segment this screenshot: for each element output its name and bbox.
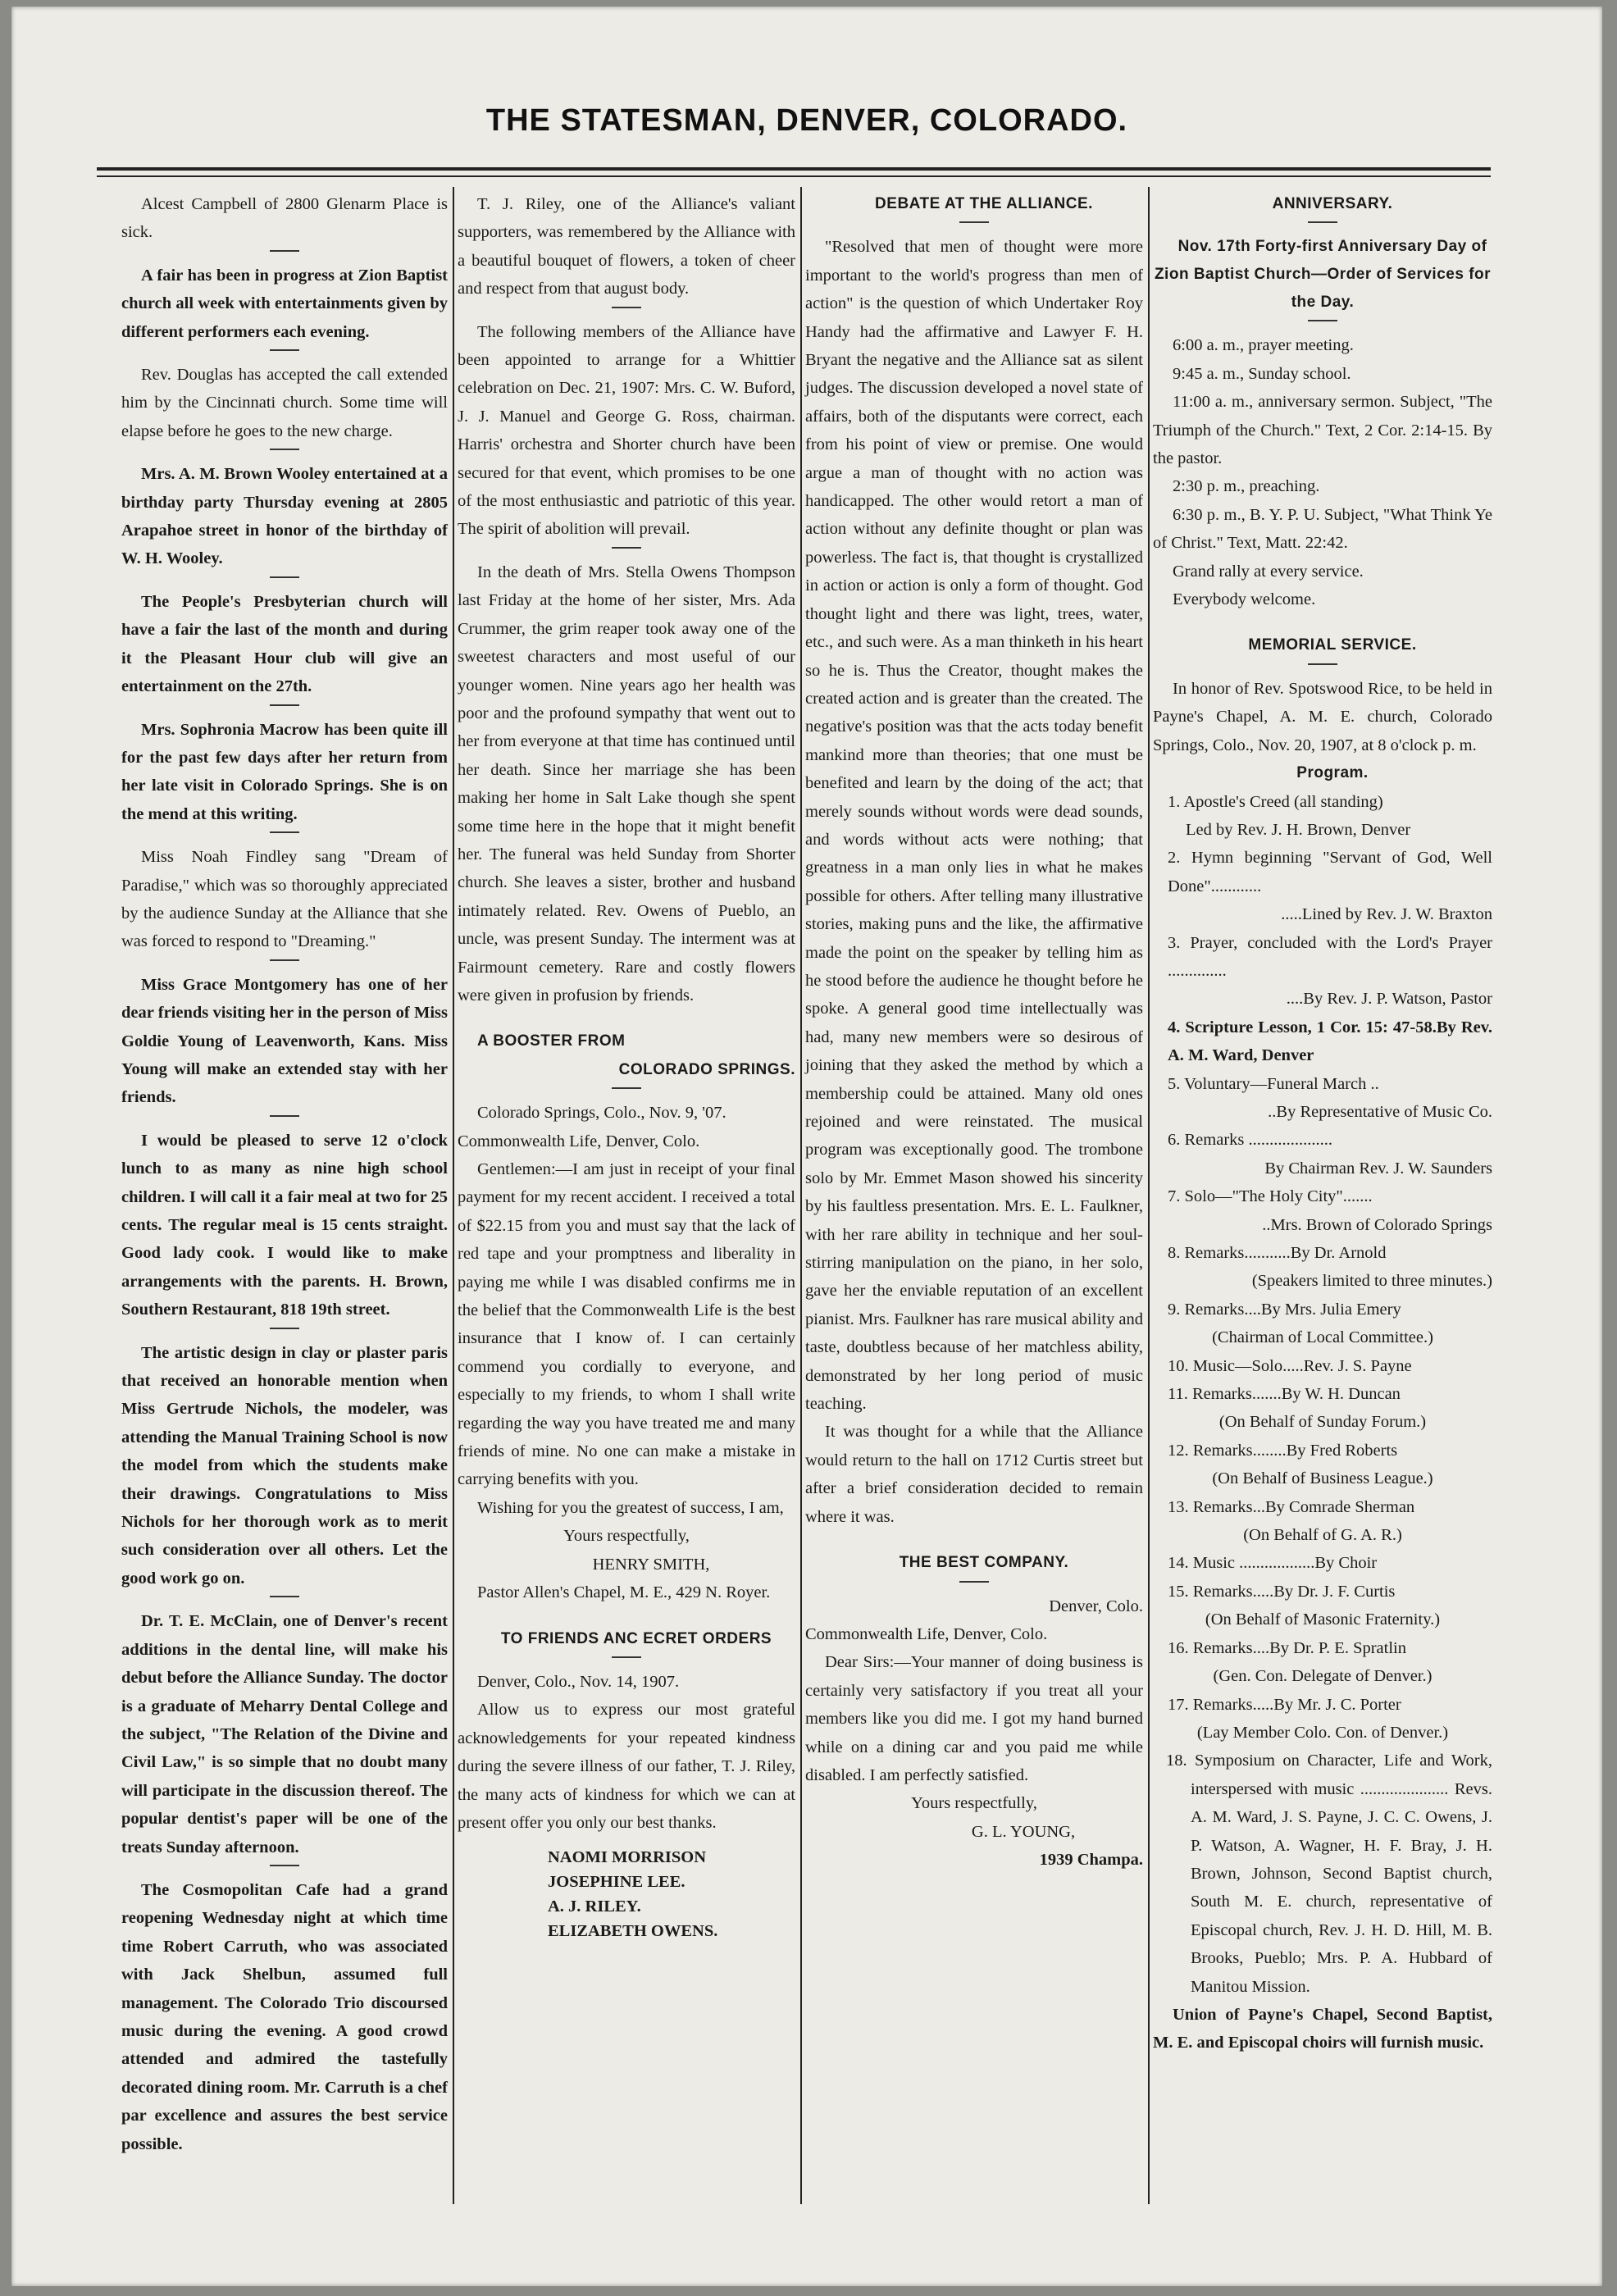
anniversary-heading: ANNIVERSARY.	[1272, 195, 1393, 212]
program-line: Led by Rev. J. H. Brown, Denver	[1186, 820, 1411, 839]
booster-heading-line1: A BOOSTER FROM	[477, 1032, 626, 1050]
separator	[612, 1087, 641, 1089]
program-heading: Program.	[1296, 764, 1369, 782]
debate-heading: DEBATE AT THE ALLIANCE.	[875, 195, 1093, 212]
separator	[270, 704, 299, 706]
separator	[270, 449, 299, 450]
anniversary-subheading: Nov. 17th Forty-first Anniversary Day of Zion Baptist Church—Order of Services for the Day.	[1154, 238, 1492, 312]
program-item: 10. Music—Solo.....Rev. J. S. Payne	[1168, 1356, 1412, 1375]
masthead: THE STATESMAN, DENVER, COLORADO.	[485, 103, 1128, 138]
program-list	[1153, 788, 1492, 2001]
column-rule-1	[453, 187, 454, 2204]
separator	[270, 349, 299, 351]
program-item: 2. Hymn beginning "Servant of God, Well Done"............	[1168, 849, 1492, 895]
separator	[612, 547, 641, 549]
news-item: Miss Grace Montgomery has one of her dear friends visiting her in the person of Miss Goldie Young of Leavenworth, Kans. Miss Young will make an extended stay with her friends.	[121, 975, 448, 1107]
program-line: ....By Rev. J. P. Watson, Pastor	[1286, 990, 1492, 1009]
program-item: 11. Remarks.......By W. H. Duncan	[1168, 1385, 1401, 1404]
booster-signature: HENRY SMITH,	[592, 1555, 710, 1574]
program-item: 5. Voluntary—Funeral March ..	[1168, 1074, 1379, 1093]
anniversary-item: Everybody welcome.	[1173, 590, 1316, 609]
program-item: 3. Prayer, concluded with the Lord's Prayer ..............	[1168, 933, 1492, 980]
program-item: 4. Scripture Lesson, 1 Cor. 15: 47-58.By Rev. A. M. Ward, Denver	[1168, 1018, 1492, 1065]
closing-note: Union of Payne's Chapel, Second Baptist, M. E. and Episcopal choirs will furnish music.	[1153, 2005, 1492, 2052]
news-item: The People's Presbyterian church will have a fair the last of the month and during it the Pleasant Hour club will give an entertainment on the 27th.	[121, 592, 448, 696]
separator	[270, 250, 299, 252]
program-item: 1. Apostle's Creed (all standing)	[1168, 792, 1383, 811]
news-item: In the death of Mrs. Stella Owens Thompson last Friday at the home of her sister, Mrs. Ada Crummer, the grim reaper took away one of the sweetest characters and most useful of our younger women. Nine years ago her health was poor and the profound sympathy that went out to her from everyone at that time has continued until her death. Since her marriage she has been making her home in Salt Lake though she spent some time here in the hope that it might benefit her. The funeral was held Sunday from Shorter church. She leaves a sister, brother and husband intimately related. Rev. Owens of Pueblo, an uncle, was present Sunday. The interment was at Fairmount cemetery. Rare and costly flowers were given in profusion by friends.	[458, 563, 795, 1004]
column-4	[1153, 190, 1492, 2057]
news-item: The Cosmopolitan Cafe had a grand reopening Wednesday night at which time time Robert Carruth, who was associated with Jack Shelbun, assumed full management. The Colorado Trio discoursed music during the evening. A good crowd attended and admired the tastefully decorated dining room. Mr. Carruth is a chef par excellence and assures the best service possible.	[121, 1880, 448, 2153]
column-rule-3	[1148, 187, 1150, 2204]
friends-heading: TO FRIENDS ANC ECRET ORDERS	[500, 1629, 772, 1647]
newspaper-page	[11, 7, 1602, 2286]
news-item: The following members of the Alliance have been appointed to arrange for a Whittier celebration on Dec. 21, 1907: Mrs. C. W. Buford, J. J. Manuel and George G. Ross, chairman. Harris' orchestra and Shorter church have been secured for that event, which promises to be one of the most enthusiastic and patriotic of this year. The spirit of abolition will prevail.	[458, 322, 795, 539]
memorial-body: In honor of Rev. Spotswood Rice, to be held in Payne's Chapel, A. M. E. church, Colorado Springs, Colo., Nov. 20, 1907, at 8 o'clock p. m.	[1153, 679, 1492, 754]
booster-address: Commonwealth Life, Denver, Colo.	[458, 1132, 700, 1150]
program-item: 6. Remarks ....................	[1168, 1131, 1332, 1150]
program-line: (On Behalf of Business League.)	[1212, 1469, 1433, 1488]
friends-signature: JOSEPHINE LEE.	[548, 1873, 686, 1892]
news-item: T. J. Riley, one of the Alliance's valiant supporters, was remembered by the Alliance with a beautiful bouquet of flowers, a token of cheer and respect from that august body.	[458, 195, 795, 298]
memorial-heading: MEMORIAL SERVICE.	[1248, 636, 1417, 654]
anniversary-item: 9:45 a. m., Sunday school.	[1173, 364, 1351, 383]
friends-signature: A. J. RILEY.	[548, 1897, 641, 1916]
friends-signature: NAOMI MORRISON	[548, 1848, 707, 1867]
debate-article: "Resolved that men of thought were more important to the world's progress than men of action" is the question of which Undertaker Roy Handy had the affirmative and Lawyer F. H. Bryant the negative and the Alliance sat as silent judges. The discussion developed a novel state of affairs, both of the disputants were correct, each from his point of view or premise. One would argue a man of thought with no action was handicapped. The other would retort a man of action without any definite thought or plan was powerless. The fact is, that thought is crystallized in action or action is only a form of thought. God thought light and there was light, trees, water, etc., and such were. As a man thinketh in his heart so he is. Thus the Creator, thought makes the created action and is greater than the created. The negative's position was that the acts today benefit mankind more than theories; that one must be benefited and learn by the doing of the act; that merely sounds without words were dead sounds, and words without acts were nothing; that greatness in a man only lies in what he makes possible for others. After telling many illustrative stories, making puns and the like, the affirmative made the point on the speaker by telling him as he stood before the audience he thought before he spoke. A general good time intellectually was had, many new members were so desirous of joining that they asked the method by which a membership could be attained. Many old ones rejoined and were reinstated. The musical program was exceptionally good. The trombone solo by Mr. Emmet Mason showed his sincerity by his faultless presentation. Mrs. E. L. Faulkner, with her rare ability in technique and her soul-stirring manipulation on the piano, in her solo, gave her the enviable reputation of an excellent pianist. Mrs. Faulkner has rare musical ability and taste, doubtless because of her matchless ability, demonstrated by her long period of music teaching.	[805, 238, 1143, 1414]
masthead-rule-bottom	[97, 175, 1491, 177]
anniversary-item: 2:30 p. m., preaching.	[1173, 477, 1320, 496]
booster-title: Pastor Allen's Chapel, M. E., 429 N. Royer.	[477, 1583, 771, 1602]
program-item: 12. Remarks........By Fred Roberts	[1168, 1441, 1398, 1460]
program-item: 9. Remarks....By Mrs. Julia Emery	[1168, 1300, 1401, 1319]
spacer	[805, 1531, 1143, 1549]
debate-article: It was thought for a while that the Alliance would return to the hall on 1712 Curtis street but after a brief consideration decided to remain where it was.	[805, 1423, 1143, 1526]
program-item: 18. Symposium on Character, Life and Work, interspersed with music ..................... Revs. A. M. Ward, J. S. Payne, J. C. C. Owens, J. P. Watson, A. Wagner, H. F. Bray, J. H. Brown, Johnson, Second Baptist church, South M. E. church, representative of Episcopal church, Rev. J. H. D. Hill, M. B. Brooks, Pueblo; Mrs. P. A. Hubbard of Manitou Mission.	[1166, 1752, 1492, 1996]
friends-signature: ELIZABETH OWENS.	[548, 1922, 718, 1941]
news-item: A fair has been in progress at Zion Baptist church all week with entertainments given by different performers each evening.	[121, 266, 448, 341]
news-item: I would be pleased to serve 12 o'clock lunch to as many as nine high school children. I will call it a fair meal at two for 25 cents. The regular meal is 15 cents straight. Good lady cook. I would like to make arrangements with the parents. H. Brown, Southern Restaurant, 818 19th street.	[121, 1131, 448, 1319]
program-item: 15. Remarks.....By Dr. J. F. Curtis	[1168, 1582, 1396, 1601]
program-line: (Gen. Con. Delegate of Denver.)	[1213, 1667, 1433, 1686]
best-close: Yours respectfully,	[911, 1794, 1037, 1813]
booster-date: Colorado Springs, Colo., Nov. 9, '07.	[477, 1104, 727, 1123]
spacer	[458, 1607, 795, 1625]
program-item: 13. Remarks...By Comrade Sherman	[1168, 1497, 1415, 1516]
masthead-rule-top	[97, 167, 1491, 171]
program-line: ..By Representative of Music Co.	[1268, 1102, 1492, 1121]
spacer	[1153, 613, 1492, 631]
program-item: 17. Remarks.....By Mr. J. C. Porter	[1168, 1695, 1401, 1714]
friends-letter: Allow us to express our most grateful acknowledgements for your repeated kindness during the severe illness of our father, T. J. Riley, the many acts of kindness for which we can at present offer you only our best thanks.	[458, 1701, 795, 1832]
booster-wish: Wishing for you the greatest of success, I am,	[477, 1498, 784, 1517]
program-line: (Lay Member Colo. Con. of Denver.)	[1196, 1723, 1449, 1742]
separator	[1308, 221, 1337, 223]
separator	[270, 1865, 299, 1866]
anniversary-item: Grand rally at every service.	[1173, 562, 1364, 581]
program-item: 7. Solo—"The Holy City".......	[1168, 1187, 1373, 1206]
program-line: .....Lined by Rev. J. W. Braxton	[1281, 905, 1492, 924]
separator	[270, 959, 299, 961]
column-3	[805, 190, 1143, 1875]
separator	[959, 1581, 989, 1583]
program-line: (On Behalf of G. A. R.)	[1243, 1526, 1402, 1545]
news-item: The artistic design in clay or plaster paris that received an honorable mention when Miss Gertrude Nichols, the modeler, was attending the Manual Training School is now the model from which the students make their drawings. Congratulations to Miss Nichols for her thorough work as to merit such consideration over all others. Let the good work go on.	[121, 1343, 448, 1588]
program-line: (On Behalf of Sunday Forum.)	[1218, 1413, 1427, 1432]
booster-close: Yours respectfully,	[563, 1527, 690, 1546]
spacer	[458, 1009, 795, 1027]
separator	[959, 221, 989, 223]
column-2	[458, 190, 795, 1943]
separator	[612, 307, 641, 308]
column-1	[121, 190, 448, 2158]
best-company-heading: THE BEST COMPANY.	[899, 1554, 1069, 1572]
program-line: (Chairman of Local Committee.)	[1212, 1328, 1433, 1347]
program-line: ..Mrs. Brown of Colorado Springs	[1262, 1215, 1492, 1234]
program-item: 14. Music ..................By Choir	[1168, 1554, 1378, 1573]
news-item: Mrs. A. M. Brown Wooley entertained at a birthday party Thursday evening at 2805 Arapahoe street in honor of the birthday of W. H. Wooley.	[121, 465, 448, 568]
separator	[1308, 320, 1337, 321]
best-letter: Dear Sirs:—Your manner of doing business is certainly very satisfactory if you treat all your members like you did me. I got my hand burned while on a dining car and you paid me while disabled. I am perfectly satisfied.	[805, 1653, 1143, 1784]
anniversary-item: 6:30 p. m., B. Y. P. U. Subject, "What Think Ye of Christ." Text, Matt. 22:42.	[1153, 505, 1492, 553]
separator	[270, 576, 299, 578]
separator	[270, 1115, 299, 1117]
separator	[270, 1596, 299, 1597]
program-item: 16. Remarks....By Dr. P. E. Spratlin	[1168, 1638, 1406, 1657]
best-signature: G. L. YOUNG,	[971, 1822, 1076, 1841]
column-rule-2	[800, 187, 802, 2204]
program-line: (On Behalf of Masonic Fraternity.)	[1205, 1610, 1441, 1629]
best-street: 1939 Champa.	[1039, 1851, 1143, 1870]
best-place: Denver, Colo.	[1049, 1597, 1143, 1615]
separator	[612, 1656, 641, 1658]
anniversary-item: 6:00 a. m., prayer meeting.	[1173, 336, 1354, 355]
program-line: (Speakers limited to three minutes.)	[1251, 1272, 1492, 1291]
separator	[270, 1328, 299, 1329]
separator	[1308, 663, 1337, 665]
separator	[270, 831, 299, 833]
booster-heading-line2: COLORADO SPRINGS.	[618, 1060, 795, 1078]
friends-date: Denver, Colo., Nov. 14, 1907.	[477, 1672, 680, 1691]
best-address: Commonwealth Life, Denver, Colo.	[805, 1624, 1048, 1643]
news-item: Rev. Douglas has accepted the call extended him by the Cincinnati church. Some time will elapse before he goes to the new charge.	[121, 366, 448, 440]
program-line: By Chairman Rev. J. W. Saunders	[1264, 1159, 1492, 1178]
news-item: Mrs. Sophronia Macrow has been quite ill for the past few days after her return from her late visit in Colorado Springs. She is on the mend at this writing.	[121, 720, 448, 823]
news-item: Dr. T. E. McClain, one of Denver's recent additions in the dental line, will make his debut before the Alliance Sunday. The doctor is a graduate of Meharry Dental College and the subject, "The Relation of the Divine and Civil Law," is so simple that no doubt many will participate in the discussion thereof. The popular dentist's paper will be one of the treats Sunday afternoon.	[121, 1612, 448, 1856]
anniversary-item: 11:00 a. m., anniversary sermon. Subject, "The Triumph of the Church." Text, 2 Cor. 2:14-15. By the pastor.	[1153, 393, 1492, 468]
news-item: Alcest Campbell of 2800 Glenarm Place is sick.	[121, 195, 448, 242]
program-item: 8. Remarks...........By Dr. Arnold	[1168, 1244, 1387, 1262]
news-item: Miss Noah Findley sang "Dream of Paradise," which was so thoroughly appreciated by the audience Sunday at the Alliance that she was forced to respond to "Dreaming."	[121, 848, 448, 951]
booster-letter: Gentlemen:—I am just in receipt of your final payment for my recent accident. I received a total of $22.15 from you and must say that the lack of red tape and your promptness and liberality in paying me while I was disabled confirms me in the belief that the Commonwealth Life is the best insurance that I know of. I can certainly commend you cordially to everyone, and especially to my friends, to whom I shall write regarding the way you have treated me and many friends of mine. No one can make a mistake in carrying benefits with you.	[458, 1160, 795, 1489]
